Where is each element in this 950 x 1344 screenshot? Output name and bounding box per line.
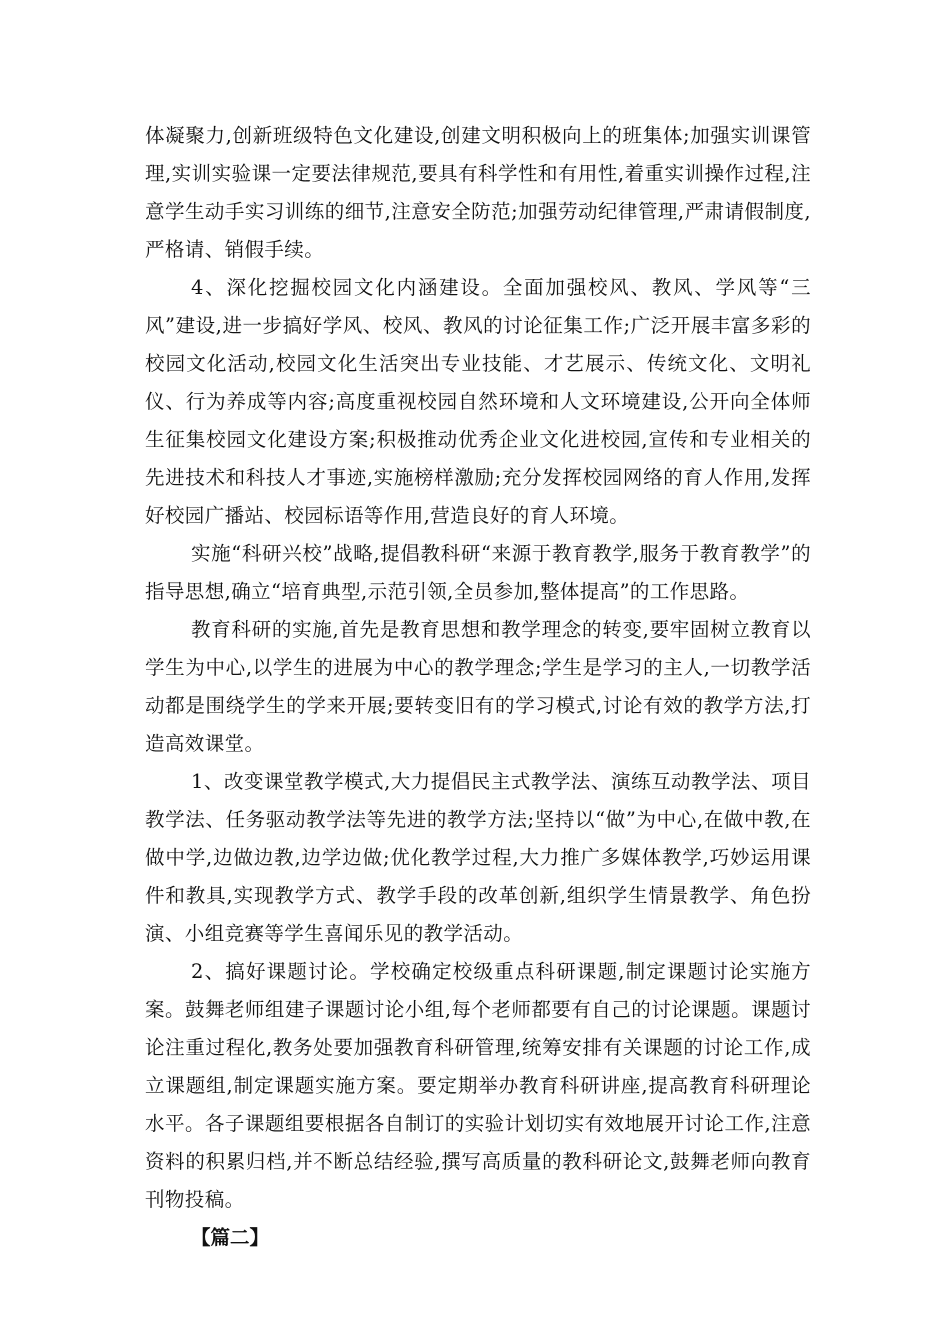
paragraph-campus-culture: 4、深化挖掘校园文化内涵建设。全面加强校风、教风、学风等“三风”建设,进一步搞好学风、校风、教风的讨论征集工作;广泛开展丰富多彩的校园文化活动,校园文化生活突出专业技能、才艺展示、传统文化、文明礼仪、行为养成等内容;高度重视校园自然环境和人文环境建设,公开向全体师生征集校园文化建设方案;积极推动优秀企业文化进校园,宣传和专业相关的先进技术和科技人才事迹,实施榜样激励;充分发挥校园网络的育人作用,发挥好校园广播站、校园标语等作用,营造良好的育人环境。 [145,276,811,527]
paragraph-class-management: 体凝聚力,创新班级特色文化建设,创建文明积极向上的班集体;加强实训课管理,实训实验课一定要法律规范,要具有科学性和有用性,着重实训操作过程,注意学生动手实习训练的细节,注意安全防范;加强劳动纪律管理,严肃请假制度,严格请、销假手续。 [145,124,811,261]
paragraph-teaching-mode: 1、改变课堂教学模式,大力提倡民主式教学法、演练互动教学法、项目教学法、任务驱动教学法等先进的教学方法;坚持以“做”为中心,在做中教,在做中学,边做边教,边学边做;优化教学过程,大力推广多媒体教学,巧妙运用课件和教具,实现教学方式、教学手段的改革创新,组织学生情景教学、角色扮演、小组竞赛等学生喜闻乐见的教学活动。 [145,770,811,945]
paragraph-research-strategy: 实施“科研兴校”战略,提倡教科研“来源于教育教学,服务于教育教学”的指导思想,确立“培育典型,示范引领,全员参加,整体提高”的工作思路。 [145,542,811,603]
document-page [145,117,811,1257]
paragraph-research-topics: 2、搞好课题讨论。学校确定校级重点科研课题,制定课题讨论实施方案。鼓舞老师组建子课题讨论小组,每个老师都要有自己的讨论课题。课题讨论注重过程化,教务处要加强教育科研管理,统筹安排有关课题的讨论工作,成立课题组,制定课题实施方案。要定期举办教育科研讲座,提高教育科研理论水平。各子课题组要根据各自制订的实验计划切实有效地展开讨论工作,注意资料的积累归档,并不断总结经验,撰写高质量的教科研论文,鼓舞老师向教育刊物投稿。 [145,960,811,1211]
section-heading: 【篇二】 [191,1226,270,1249]
paragraph-research-implementation: 教育科研的实施,首先是教育思想和教学理念的转变,要牢固树立教育以学生为中心,以学生的进展为中心的教学理念;学生是学习的主人,一切教学活动都是围绕学生的学来开展;要转变旧有的学习模式,讨论有效的教学方法,打造高效课堂。 [145,618,811,755]
